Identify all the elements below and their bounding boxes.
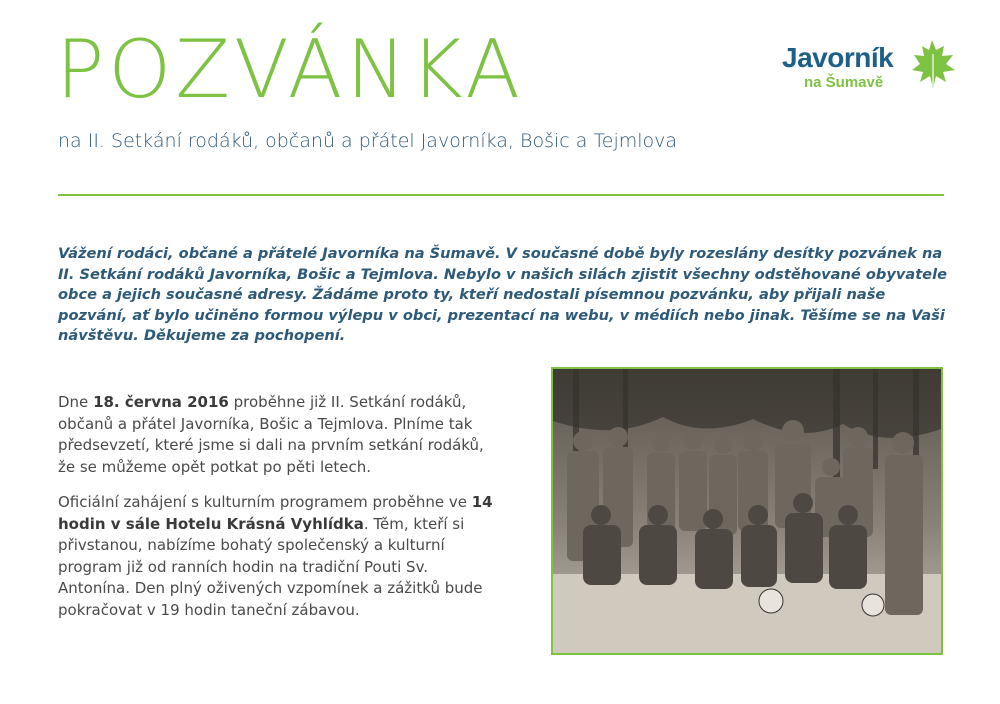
event-place: 14 hodin v sále Hotelu Krásná Vyhlídka	[58, 493, 493, 533]
paragraph-1	[58, 392, 498, 478]
divider	[58, 194, 944, 196]
logo-text-main: Javorník	[782, 42, 894, 73]
p2-text-a: Oficiální zahájení s kulturním programem proběhne ve	[58, 493, 472, 511]
page-title: POZVÁNKA	[56, 23, 524, 116]
logo	[778, 38, 956, 96]
body-text	[58, 392, 498, 635]
intro-text: Vážení rodáci, občané a přátelé Javorníka na Šumavě. V současné době byly rozeslány desítky pozvánek na II. Setkání rodáků Javorníka, Bošic a Tejmlova. Nebylo v našich silách zjistit všechny odstěhované obyvatele obce a jejich současné adresy. Žádáme proto ty, kteří nedostali písemnou pozvánku, aby přijali naše pozvání, ať bylo učiněno formou výlepu v obci, prezentací na webu, v médiích nebo jinak. Těšíme se na Vaši návštěvu. Děkujeme za pochopení.	[58, 245, 947, 344]
leaf-icon	[910, 38, 956, 90]
logo-text-sub: na Šumavě	[804, 74, 884, 91]
event-date: 18. června 2016	[93, 393, 229, 411]
p1-text-a: Dne	[58, 393, 94, 411]
paragraph-2	[58, 492, 498, 621]
team-photo	[551, 367, 943, 655]
subtitle: na II. Setkání rodáků, občanů a přátel Javorníka, Bošic a Tejmlova	[58, 130, 678, 152]
p1-text-b: proběhne již II. Setkání rodáků, občanů a přátel Javorníka, Bošic a Tejmlova. Plníme tak předsevzetí, které jsme si dali na prvním setkání rodáků, že se můžeme opět potkat po pěti letech.	[58, 393, 484, 476]
p2-text-b: . Těm, kteří si přivstanou, nabízíme bohatý společenský a kulturní program již od ranních hodin na tradiční Pouti Sv. Antonína. Den plný oživených vzpomínek a zážitků bude pokračovat v 19 hodin taneční zábavou.	[58, 514, 483, 619]
